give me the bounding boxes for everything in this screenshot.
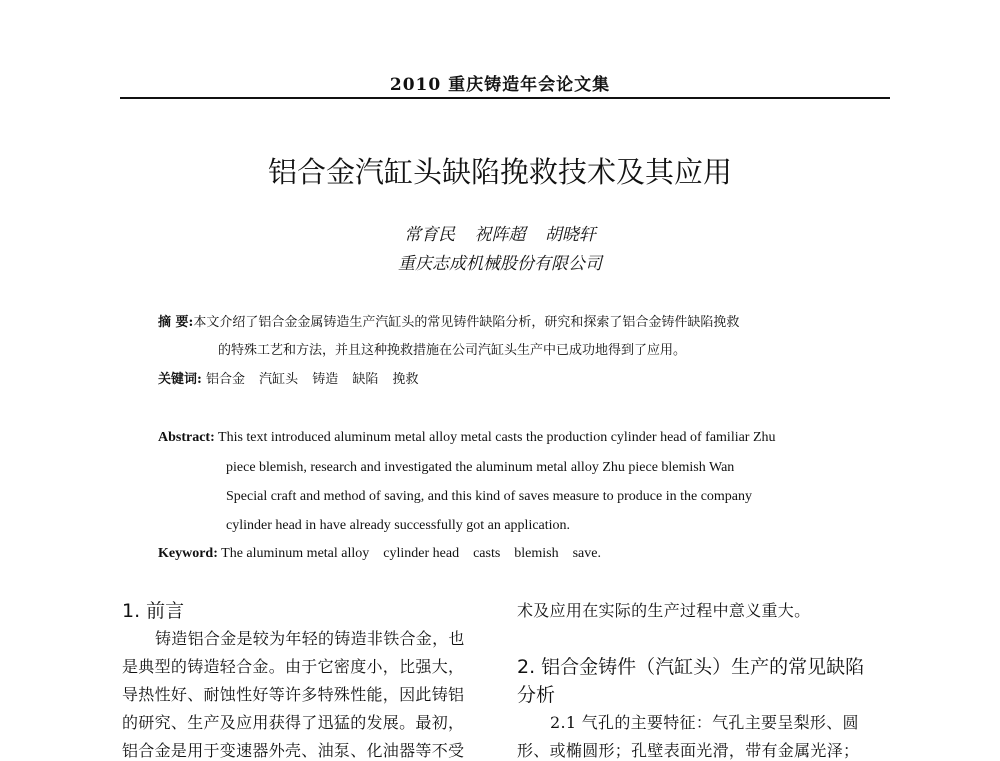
- left-line-5: 铝合金是用于变速器外壳、油泵、化油器等不受: [122, 741, 465, 760]
- keywords-cn-text: 铝合金 汽缸头 铸造 缺陷 挽救: [205, 372, 419, 387]
- abstract-en-text-2: piece blemish, research and investigated the aluminum metal alloy Zhu piece blemish Wan: [226, 460, 735, 475]
- right-line-2: 2.1 气孔的主要特征：气孔主要呈梨形、圆: [550, 713, 859, 732]
- abstract-cn-text-2: 的特殊工艺和方法，并且这种挽救措施在公司汽缸头生产中已成功地得到了应用。: [218, 343, 687, 358]
- abstract-en-text-4: cylinder head in have already successfully got an application.: [226, 518, 571, 533]
- running-header: 2010 重庆铸造年会论文集: [389, 75, 611, 95]
- keywords-cn: [158, 373, 418, 386]
- left-line-4: 的研究、生产及应用获得了迅猛的发展。最初，: [122, 713, 465, 732]
- right-line-1: 术及应用在实际的生产过程中意义重大。: [517, 601, 811, 620]
- abstract-cn-label: 摘 要:: [158, 315, 194, 330]
- abstract-cn-text-1: 本文介绍了铝合金金属铸造生产汽缸头的常见铸件缺陷分析，研究和探索了铝合金铸件缺陷挽救: [193, 315, 740, 330]
- keywords-en-label: Keyword:: [158, 546, 218, 561]
- paper-title: 铝合金汽缸头缺陷挽救技术及其应用: [267, 155, 732, 189]
- abstract-en-line1: [158, 430, 776, 446]
- left-line-2: 是典型的铸造轻合金。由于它密度小，比强大，: [122, 657, 465, 676]
- right-line-3: 形、或椭圆形；孔壁表面光滑，带有金属光泽；: [517, 741, 860, 760]
- abstract-en-text-3: Special craft and method of saving, and this kind of saves measure to produce in the company: [226, 489, 753, 504]
- abstract-en-text-1: This text introduced aluminum metal alloy metal casts the production cylinder head of familiar Zhu: [218, 430, 776, 445]
- keywords-en-text: The aluminum metal alloy cylinder head casts blemish save.: [221, 546, 601, 561]
- abstract-cn-line1: [158, 316, 739, 329]
- abstract-en-label: Abstract:: [158, 430, 215, 445]
- section-2-heading-line1: 2. 铝合金铸件（汽缸头）生产的常见缺陷: [517, 656, 865, 678]
- keywords-en: [158, 546, 601, 562]
- affiliation: 重庆志成机械股份有限公司: [398, 254, 602, 274]
- section-2-heading-line2: 分析: [517, 684, 556, 706]
- left-line-1: 铸造铝合金是较为年轻的铸造非铁合金，也: [155, 629, 465, 648]
- header-rule: [120, 97, 890, 99]
- section-1-heading: 1. 前言: [122, 600, 185, 622]
- left-line-3: 导热性好、耐蚀性好等许多特殊性能，因此铸铝: [122, 685, 465, 704]
- authors: 常育民 祝阵超 胡晓轩: [404, 225, 596, 245]
- keywords-cn-label: 关键词:: [158, 372, 202, 387]
